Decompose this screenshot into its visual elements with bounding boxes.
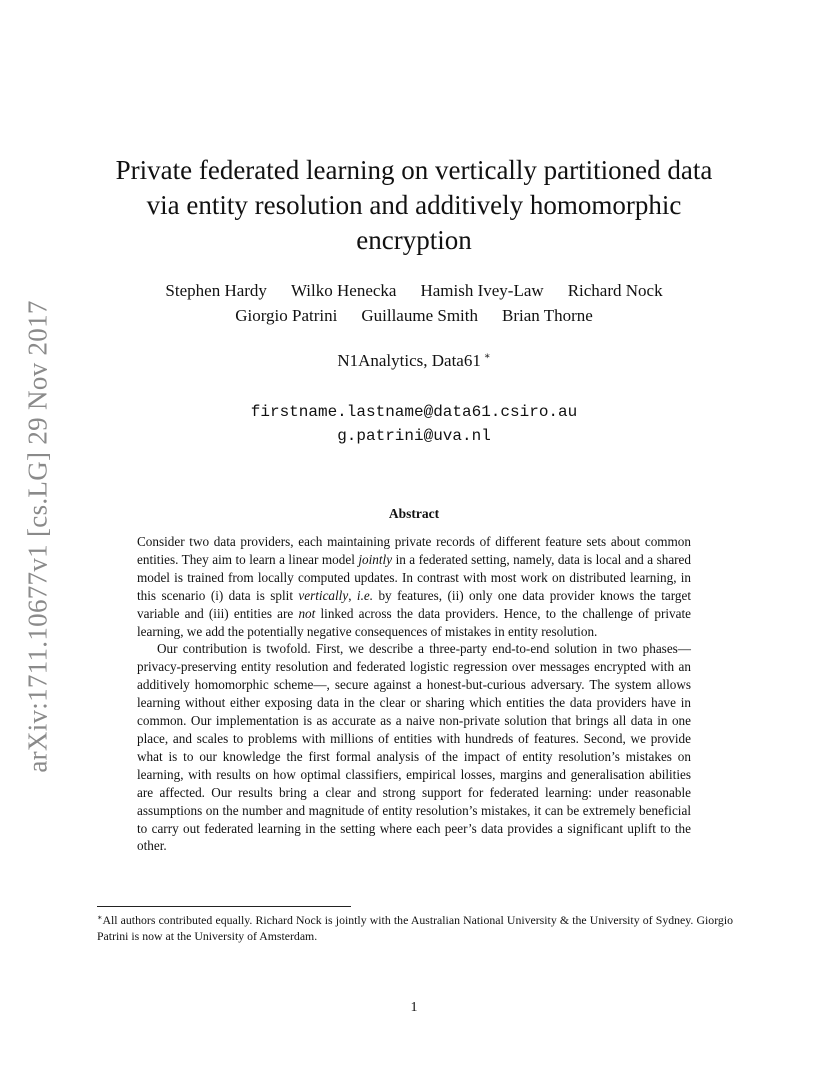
paper-title — [90, 153, 738, 258]
abstract-body — [137, 533, 691, 855]
author-name: Stephen Hardy — [165, 281, 267, 300]
footnote-text: All authors contributed equally. Richard Nock is jointly with the Australian National University & the University of Sydney. Giorgio Patrini is now at the University of Amsterdam. — [97, 913, 733, 943]
author-name: Richard Nock — [567, 281, 663, 300]
abstract-paragraph — [137, 533, 691, 640]
emphasis-text: vertically — [298, 587, 349, 603]
email-address: firstname.lastname@data61.csiro.au — [250, 403, 578, 421]
abstract-heading: Abstract — [388, 506, 440, 521]
email-block — [90, 400, 738, 448]
abstract-paragraph: Our contribution is twofold. First, we describe a three-party end-to-end solution in two phases—privacy-preserving entity resolution and federated logistic regression over messages encrypted with an additively homomorphic scheme—, secure against a honest-but-curious adversary. The system allows learning without either exposing data in the clear or sharing which entities the data providers have in common. Our implementation is as accurate as a naive non-private solution that brings all data in one place, and scales to problems with millions of entities with hundreds of features. Second, we provide what is to our knowledge the first formal analysis of the impact of entity resolution’s mistakes on learning, with results on how optimal classifiers, empirical losses, margins and generalisation abilities are affected. Our results bring a clear and strong support for federated learning: under reasonable assumptions on the number and magnitude of entity resolution’s mistakes, it can be extremely beneficial to carry out federated learning in the setting where each peer’s data provides a significant uplift to the other. — [137, 641, 691, 854]
author-name: Guillaume Smith — [361, 306, 478, 325]
title-line: encryption — [356, 225, 472, 255]
abstract-text: by features, (ii) only one data provider knows the target variable and (iii) entities are — [137, 587, 691, 621]
title-line: via entity resolution and additively homomorphic — [146, 190, 682, 220]
author-name: Giorgio Patrini — [235, 306, 338, 325]
affiliation-text: N1Analytics, Data61 — [337, 351, 481, 370]
emphasis-text: i.e. — [356, 587, 374, 603]
author-list — [90, 278, 738, 328]
abstract-text: in a federated setting, namely, data is local and a shared model is trained from locally computed updates. In contrast with most work on distributed learning, in this scenario (i) data is split — [137, 551, 692, 603]
title-line: Private federated learning on vertically partitioned data — [115, 155, 713, 185]
abstract-text: linked across the data providers. Hence, to the challenge of private learning, we add the potentially negative consequences of mistakes in entity resolution. — [137, 605, 692, 639]
arxiv-identifier — [16, 0, 60, 1072]
page-number: 1 — [410, 1000, 418, 1015]
footnote-marker: ∗ — [483, 351, 491, 362]
abstract-text: Consider two data providers, each maintaining private records of different feature sets about common entities. They aim to learn a linear model — [137, 534, 691, 567]
footnote — [97, 910, 733, 944]
author-row — [90, 278, 738, 303]
emphasis-text: jointly — [358, 551, 393, 567]
arxiv-identifier-text: arXiv:1711.10677v1 [cs.LG] 29 Nov 2017 — [22, 299, 53, 773]
author-name: Brian Thorne — [502, 306, 593, 325]
affiliation — [90, 351, 738, 371]
author-row — [90, 303, 738, 328]
abstract-text: , — [348, 587, 357, 603]
author-name: Wilko Henecka — [290, 281, 397, 300]
emphasis-text: not — [298, 605, 316, 621]
email-address: g.patrini@uva.nl — [337, 427, 491, 445]
author-name: Hamish Ivey-Law — [420, 281, 544, 300]
footnote-marker: ∗ — [97, 913, 103, 922]
footnote-divider — [97, 906, 351, 907]
